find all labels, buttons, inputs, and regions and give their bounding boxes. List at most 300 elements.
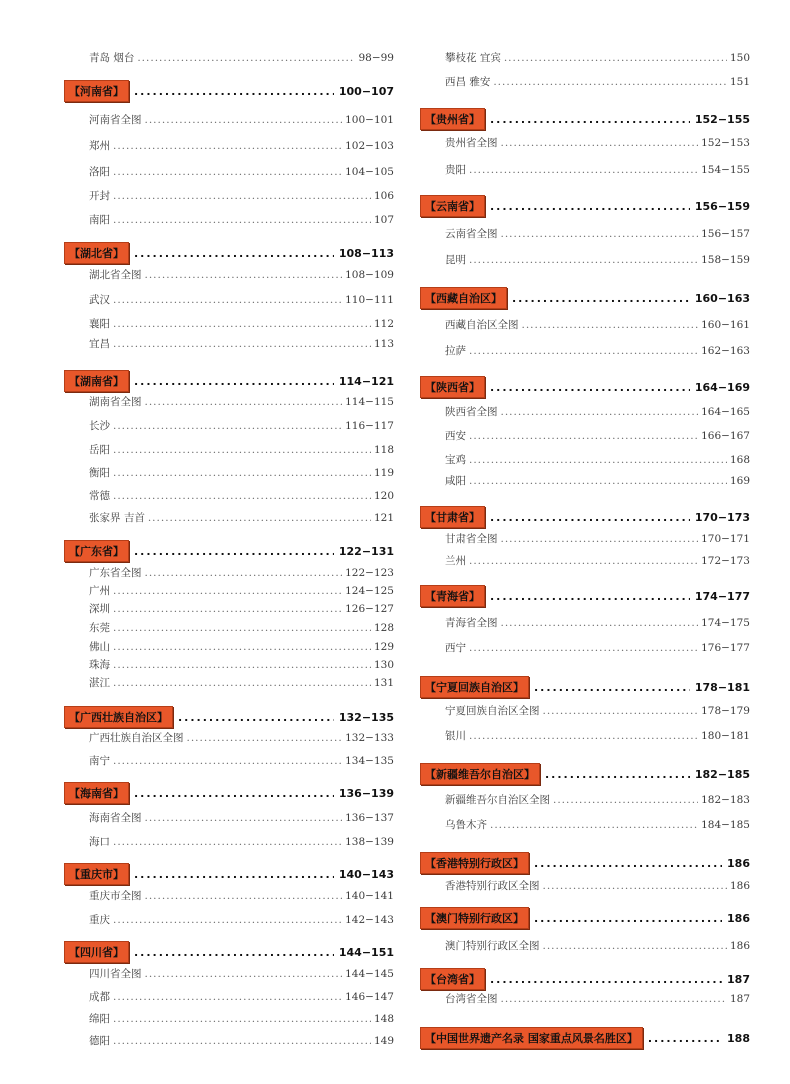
dot-leader xyxy=(113,603,342,615)
dot-leader xyxy=(145,968,343,980)
dot-leader xyxy=(113,914,342,926)
dot-leader xyxy=(113,140,342,152)
dot-leader xyxy=(145,567,343,579)
toc-entry xyxy=(64,316,394,331)
page-number: 113 xyxy=(373,338,394,350)
section-heading-label: 【甘肃省】 xyxy=(420,506,485,528)
section-heading xyxy=(420,287,750,309)
toc-entry xyxy=(420,938,750,953)
page-number: 162−163 xyxy=(701,345,750,357)
page-number: 112 xyxy=(373,318,394,330)
dot-leader xyxy=(113,1013,371,1025)
toc-entry xyxy=(64,888,394,903)
toc-entry-label: 西藏自治区全图 xyxy=(445,319,519,331)
section-heading-label: 【广西壮族自治区】 xyxy=(64,706,173,728)
dot-leader xyxy=(490,200,690,213)
toc-entry-label: 四川省全图 xyxy=(89,968,142,980)
toc-entry-label: 长沙 xyxy=(89,420,110,432)
toc-entry xyxy=(64,810,394,825)
section-heading xyxy=(420,676,750,698)
page-number: 106 xyxy=(373,190,394,202)
toc-entry xyxy=(420,703,750,718)
toc-entry-label: 洛阳 xyxy=(89,166,110,178)
toc-entry-label: 银川 xyxy=(445,730,466,742)
dot-leader xyxy=(113,166,342,178)
section-heading-label: 【中国世界遗产名录 国家重点风景名胜区】 xyxy=(420,1027,643,1049)
dot-leader xyxy=(113,585,342,597)
page-number: 166−167 xyxy=(701,430,750,442)
page-number: 146−147 xyxy=(345,991,394,1003)
page-number: 148 xyxy=(373,1013,394,1025)
section-heading xyxy=(420,1027,750,1049)
page-number: 156−157 xyxy=(701,228,750,240)
page-number: 184−185 xyxy=(701,819,750,831)
dot-leader xyxy=(543,705,699,717)
dot-leader xyxy=(501,617,699,629)
toc-entry xyxy=(420,792,750,807)
section-heading-label: 【澳门特别行政区】 xyxy=(420,907,529,929)
toc-entry xyxy=(64,1033,394,1048)
page-number: 104−105 xyxy=(345,166,394,178)
page-number: 130 xyxy=(373,659,394,671)
toc-entry xyxy=(420,452,750,467)
page-number: 154−155 xyxy=(701,164,750,176)
page-number: 174−175 xyxy=(701,617,750,629)
dot-leader xyxy=(145,114,343,126)
section-heading xyxy=(420,108,750,130)
toc-entry-label: 东莞 xyxy=(89,622,110,634)
toc-entry xyxy=(420,531,750,546)
section-heading xyxy=(64,706,394,728)
toc-entry xyxy=(420,135,750,150)
toc-entry xyxy=(420,343,750,358)
dot-leader xyxy=(534,857,722,870)
page-number: 151 xyxy=(729,76,750,88)
dot-leader xyxy=(137,52,355,64)
toc-entry-label: 南宁 xyxy=(89,755,110,767)
dot-leader xyxy=(469,475,727,487)
page-number: 98−99 xyxy=(358,52,394,64)
dot-leader xyxy=(148,512,371,524)
toc-entry xyxy=(420,728,750,743)
dot-leader xyxy=(134,946,334,959)
page-number: 152−153 xyxy=(701,137,750,149)
page-number: 160−161 xyxy=(701,319,750,331)
section-heading xyxy=(420,852,750,874)
toc-entry-label: 佛山 xyxy=(89,641,110,653)
section-heading-label: 【四川省】 xyxy=(64,941,129,963)
toc-entry-label: 重庆市全图 xyxy=(89,890,142,902)
page-number: 187 xyxy=(729,993,750,1005)
section-heading-label: 【宁夏回族自治区】 xyxy=(420,676,529,698)
toc-entry xyxy=(64,50,394,65)
page-number: 150 xyxy=(729,52,750,64)
section-heading-label: 【香港特别行政区】 xyxy=(420,852,529,874)
dot-leader xyxy=(490,113,690,126)
page-number: 176−177 xyxy=(701,642,750,654)
toc-entry-label: 深圳 xyxy=(89,603,110,615)
toc-entry xyxy=(420,404,750,419)
dot-leader xyxy=(113,294,342,306)
toc-entry xyxy=(64,620,394,635)
toc-entry xyxy=(64,164,394,179)
toc-entry-label: 襄阳 xyxy=(89,318,110,330)
page-number: 164−169 xyxy=(694,381,750,394)
toc-entry-label: 贵阳 xyxy=(445,164,466,176)
toc-entry-label: 昆明 xyxy=(445,254,466,266)
page-number: 134−135 xyxy=(345,755,394,767)
page-number: 121 xyxy=(373,512,394,524)
page-number: 114−115 xyxy=(345,396,394,408)
toc-entry-label: 海南省全图 xyxy=(89,812,142,824)
toc-entry xyxy=(64,601,394,616)
section-heading-label: 【重庆市】 xyxy=(64,863,129,885)
toc-entry-label: 重庆 xyxy=(89,914,110,926)
page-number: 132−133 xyxy=(345,732,394,744)
dot-leader xyxy=(534,681,690,694)
dot-leader xyxy=(490,590,690,603)
toc-entry-label: 西昌 雅安 xyxy=(445,76,491,88)
dot-leader xyxy=(469,454,727,466)
toc-entry xyxy=(420,817,750,832)
dot-leader xyxy=(553,794,698,806)
toc-entry-label: 岳阳 xyxy=(89,444,110,456)
dot-leader xyxy=(490,381,690,394)
toc-entry-label: 香港特别行政区全图 xyxy=(445,880,540,892)
page-number: 144−145 xyxy=(345,968,394,980)
section-heading-label: 【广东省】 xyxy=(64,540,129,562)
toc-entry-label: 广西壮族自治区全图 xyxy=(89,732,184,744)
dot-leader xyxy=(113,991,342,1003)
toc-entry xyxy=(64,834,394,849)
toc-entry-label: 甘肃省全图 xyxy=(445,533,498,545)
toc-entry-label: 郑州 xyxy=(89,140,110,152)
page-number: 102−103 xyxy=(345,140,394,152)
toc-entry-label: 拉萨 xyxy=(445,345,466,357)
section-heading xyxy=(64,941,394,963)
toc-entry-label: 张家界 吉首 xyxy=(89,512,145,524)
section-heading-label: 【台湾省】 xyxy=(420,968,485,990)
page-number: 187 xyxy=(727,973,750,986)
dot-leader xyxy=(113,444,371,456)
toc-entry xyxy=(64,442,394,457)
page-number: 100−101 xyxy=(345,114,394,126)
toc-entry xyxy=(64,212,394,227)
dot-leader xyxy=(113,1035,371,1047)
dot-leader xyxy=(469,555,698,567)
toc-entry xyxy=(420,640,750,655)
dot-leader xyxy=(501,228,699,240)
page-number: 118 xyxy=(373,444,394,456)
toc-entry-label: 青海省全图 xyxy=(445,617,498,629)
toc-entry xyxy=(64,565,394,580)
dot-leader xyxy=(113,490,371,502)
dot-leader xyxy=(501,533,699,545)
dot-leader xyxy=(134,375,334,388)
dot-leader xyxy=(113,338,371,350)
toc-entry xyxy=(420,878,750,893)
toc-entry xyxy=(420,162,750,177)
toc-entry xyxy=(420,226,750,241)
toc-entry xyxy=(420,553,750,568)
toc-entry-label: 宁夏回族自治区全图 xyxy=(445,705,540,717)
toc-entry xyxy=(420,991,750,1006)
toc-entry-label: 兰州 xyxy=(445,555,466,567)
toc-entry-label: 湖南省全图 xyxy=(89,396,142,408)
dot-leader xyxy=(145,269,343,281)
dot-leader xyxy=(145,890,343,902)
section-heading xyxy=(420,195,750,217)
toc-entry xyxy=(64,418,394,433)
dot-leader xyxy=(522,319,699,331)
toc-entry-label: 绵阳 xyxy=(89,1013,110,1025)
dot-leader xyxy=(493,76,727,88)
section-heading xyxy=(420,968,750,990)
dot-leader xyxy=(490,819,698,831)
section-heading xyxy=(64,370,394,392)
page-number: 140−141 xyxy=(345,890,394,902)
page-number: 180−181 xyxy=(701,730,750,742)
page-number: 160−163 xyxy=(694,292,750,305)
toc-entry-label: 河南省全图 xyxy=(89,114,142,126)
toc-entry xyxy=(64,465,394,480)
toc-entry-label: 云南省全图 xyxy=(445,228,498,240)
section-heading xyxy=(64,80,394,102)
dot-leader xyxy=(545,768,690,781)
toc-entry xyxy=(64,989,394,1004)
toc-entry-label: 海口 xyxy=(89,836,110,848)
section-heading-label: 【云南省】 xyxy=(420,195,485,217)
section-heading xyxy=(420,763,750,785)
toc-entry xyxy=(64,1011,394,1026)
dot-leader xyxy=(178,711,334,724)
toc-entry-label: 贵州省全图 xyxy=(445,137,498,149)
dot-leader xyxy=(113,755,342,767)
dot-leader xyxy=(501,137,699,149)
page-number: 156−159 xyxy=(694,200,750,213)
page-number: 114−121 xyxy=(338,375,394,388)
page-number: 164−165 xyxy=(701,406,750,418)
page-number: 186 xyxy=(727,912,750,925)
toc-entry xyxy=(64,675,394,690)
page-number: 100−107 xyxy=(338,85,394,98)
page-number: 119 xyxy=(373,467,394,479)
dot-leader xyxy=(113,641,371,653)
toc-entry-label: 南阳 xyxy=(89,214,110,226)
dot-leader xyxy=(469,164,698,176)
page-number: 186 xyxy=(729,880,750,892)
dot-leader xyxy=(490,973,722,986)
dot-leader xyxy=(113,467,371,479)
toc-entry xyxy=(64,488,394,503)
page-number: 144−151 xyxy=(338,946,394,959)
toc-entry-label: 西宁 xyxy=(445,642,466,654)
page-number: 149 xyxy=(373,1035,394,1047)
page-number: 169 xyxy=(729,475,750,487)
toc-entry-label: 攀枝花 宜宾 xyxy=(445,52,501,64)
dot-leader xyxy=(504,52,727,64)
toc-entry xyxy=(64,394,394,409)
toc-entry-label: 德阳 xyxy=(89,1035,110,1047)
dot-leader xyxy=(113,214,371,226)
toc-entry-label: 台湾省全图 xyxy=(445,993,498,1005)
toc-entry-label: 宜昌 xyxy=(89,338,110,350)
toc-entry xyxy=(64,267,394,282)
page-number: 136−137 xyxy=(345,812,394,824)
toc-entry xyxy=(64,966,394,981)
section-heading-label: 【湖北省】 xyxy=(64,242,129,264)
dot-leader xyxy=(145,396,343,408)
toc-entry-label: 咸阳 xyxy=(445,475,466,487)
page-number: 182−185 xyxy=(694,768,750,781)
dot-leader xyxy=(113,836,342,848)
page-number: 138−139 xyxy=(345,836,394,848)
toc-entry-label: 珠海 xyxy=(89,659,110,671)
dot-leader xyxy=(469,642,698,654)
section-heading xyxy=(420,907,750,929)
toc-entry xyxy=(420,473,750,488)
toc-entry xyxy=(64,583,394,598)
toc-entry xyxy=(420,74,750,89)
dot-leader xyxy=(187,732,343,744)
toc-entry-label: 乌鲁木齐 xyxy=(445,819,487,831)
page-number: 170−173 xyxy=(694,511,750,524)
section-heading xyxy=(420,506,750,528)
page-number: 142−143 xyxy=(345,914,394,926)
dot-leader xyxy=(134,868,334,881)
section-heading-label: 【贵州省】 xyxy=(420,108,485,130)
toc-entry xyxy=(420,317,750,332)
dot-leader xyxy=(113,659,371,671)
page-number: 174−177 xyxy=(694,590,750,603)
page-number: 120 xyxy=(373,490,394,502)
toc-entry xyxy=(64,912,394,927)
section-heading-label: 【河南省】 xyxy=(64,80,129,102)
page-number: 122−123 xyxy=(345,567,394,579)
page-number: 128 xyxy=(373,622,394,634)
toc-entry-label: 开封 xyxy=(89,190,110,202)
toc-entry-label: 广州 xyxy=(89,585,110,597)
section-heading-label: 【新疆维吾尔自治区】 xyxy=(420,763,540,785)
page-number: 132−135 xyxy=(338,711,394,724)
dot-leader xyxy=(134,545,334,558)
page-number: 136−139 xyxy=(338,787,394,800)
toc-entry xyxy=(420,50,750,65)
page-number: 172−173 xyxy=(701,555,750,567)
toc-entry xyxy=(64,753,394,768)
toc-entry xyxy=(420,615,750,630)
page-number: 129 xyxy=(373,641,394,653)
page-number: 116−117 xyxy=(345,420,394,432)
dot-leader xyxy=(512,292,690,305)
toc-entry xyxy=(64,292,394,307)
section-heading-label: 【陕西省】 xyxy=(420,376,485,398)
dot-leader xyxy=(490,511,690,524)
section-heading xyxy=(420,376,750,398)
section-heading xyxy=(64,782,394,804)
page-number: 131 xyxy=(373,677,394,689)
toc-entry-label: 宝鸡 xyxy=(445,454,466,466)
dot-leader xyxy=(501,993,727,1005)
dot-leader xyxy=(134,247,334,260)
toc-entry xyxy=(420,252,750,267)
dot-leader xyxy=(543,940,727,952)
page-number: 126−127 xyxy=(345,603,394,615)
toc-entry xyxy=(64,112,394,127)
dot-leader xyxy=(113,318,371,330)
page-number: 178−179 xyxy=(701,705,750,717)
dot-leader xyxy=(543,880,727,892)
dot-leader xyxy=(534,912,722,925)
section-heading-label: 【海南省】 xyxy=(64,782,129,804)
section-heading-label: 【青海省】 xyxy=(420,585,485,607)
dot-leader xyxy=(113,190,371,202)
toc-entry-label: 陕西省全图 xyxy=(445,406,498,418)
dot-leader xyxy=(469,730,698,742)
section-heading xyxy=(420,585,750,607)
dot-leader xyxy=(469,430,698,442)
page-number: 170−171 xyxy=(701,533,750,545)
page-number: 186 xyxy=(727,857,750,870)
toc-entry xyxy=(64,639,394,654)
toc-entry-label: 武汉 xyxy=(89,294,110,306)
page-number: 188 xyxy=(727,1032,750,1045)
page-number: 186 xyxy=(729,940,750,952)
page-number: 140−143 xyxy=(338,868,394,881)
toc-entry xyxy=(64,188,394,203)
page-number: 152−155 xyxy=(694,113,750,126)
dot-leader xyxy=(648,1032,722,1045)
dot-leader xyxy=(469,345,698,357)
section-heading xyxy=(64,242,394,264)
toc-entry-label: 常德 xyxy=(89,490,110,502)
dot-leader xyxy=(113,622,371,634)
toc-entry-label: 青岛 烟台 xyxy=(89,52,135,64)
page-number: 108−113 xyxy=(338,247,394,260)
toc-entry xyxy=(64,510,394,525)
toc-entry-label: 成都 xyxy=(89,991,110,1003)
dot-leader xyxy=(134,787,334,800)
section-heading-label: 【湖南省】 xyxy=(64,370,129,392)
toc-entry-label: 澳门特别行政区全图 xyxy=(445,940,540,952)
page-number: 168 xyxy=(729,454,750,466)
page-number: 182−183 xyxy=(701,794,750,806)
toc-entry xyxy=(420,428,750,443)
toc-entry-label: 新疆维吾尔自治区全图 xyxy=(445,794,550,806)
toc-entry xyxy=(64,657,394,672)
toc-entry-label: 西安 xyxy=(445,430,466,442)
toc-entry-label: 衡阳 xyxy=(89,467,110,479)
page-number: 108−109 xyxy=(345,269,394,281)
dot-leader xyxy=(134,85,334,98)
toc-entry-label: 湖北省全图 xyxy=(89,269,142,281)
toc-entry-label: 广东省全图 xyxy=(89,567,142,579)
dot-leader xyxy=(145,812,343,824)
toc-entry-label: 湛江 xyxy=(89,677,110,689)
page-number: 122−131 xyxy=(338,545,394,558)
page-number: 110−111 xyxy=(345,294,394,306)
page-number: 107 xyxy=(373,214,394,226)
dot-leader xyxy=(113,677,371,689)
dot-leader xyxy=(113,420,342,432)
toc-entry xyxy=(64,138,394,153)
toc-entry xyxy=(64,730,394,745)
page-number: 178−181 xyxy=(694,681,750,694)
page-number: 158−159 xyxy=(701,254,750,266)
dot-leader xyxy=(501,406,699,418)
section-heading xyxy=(64,863,394,885)
section-heading xyxy=(64,540,394,562)
